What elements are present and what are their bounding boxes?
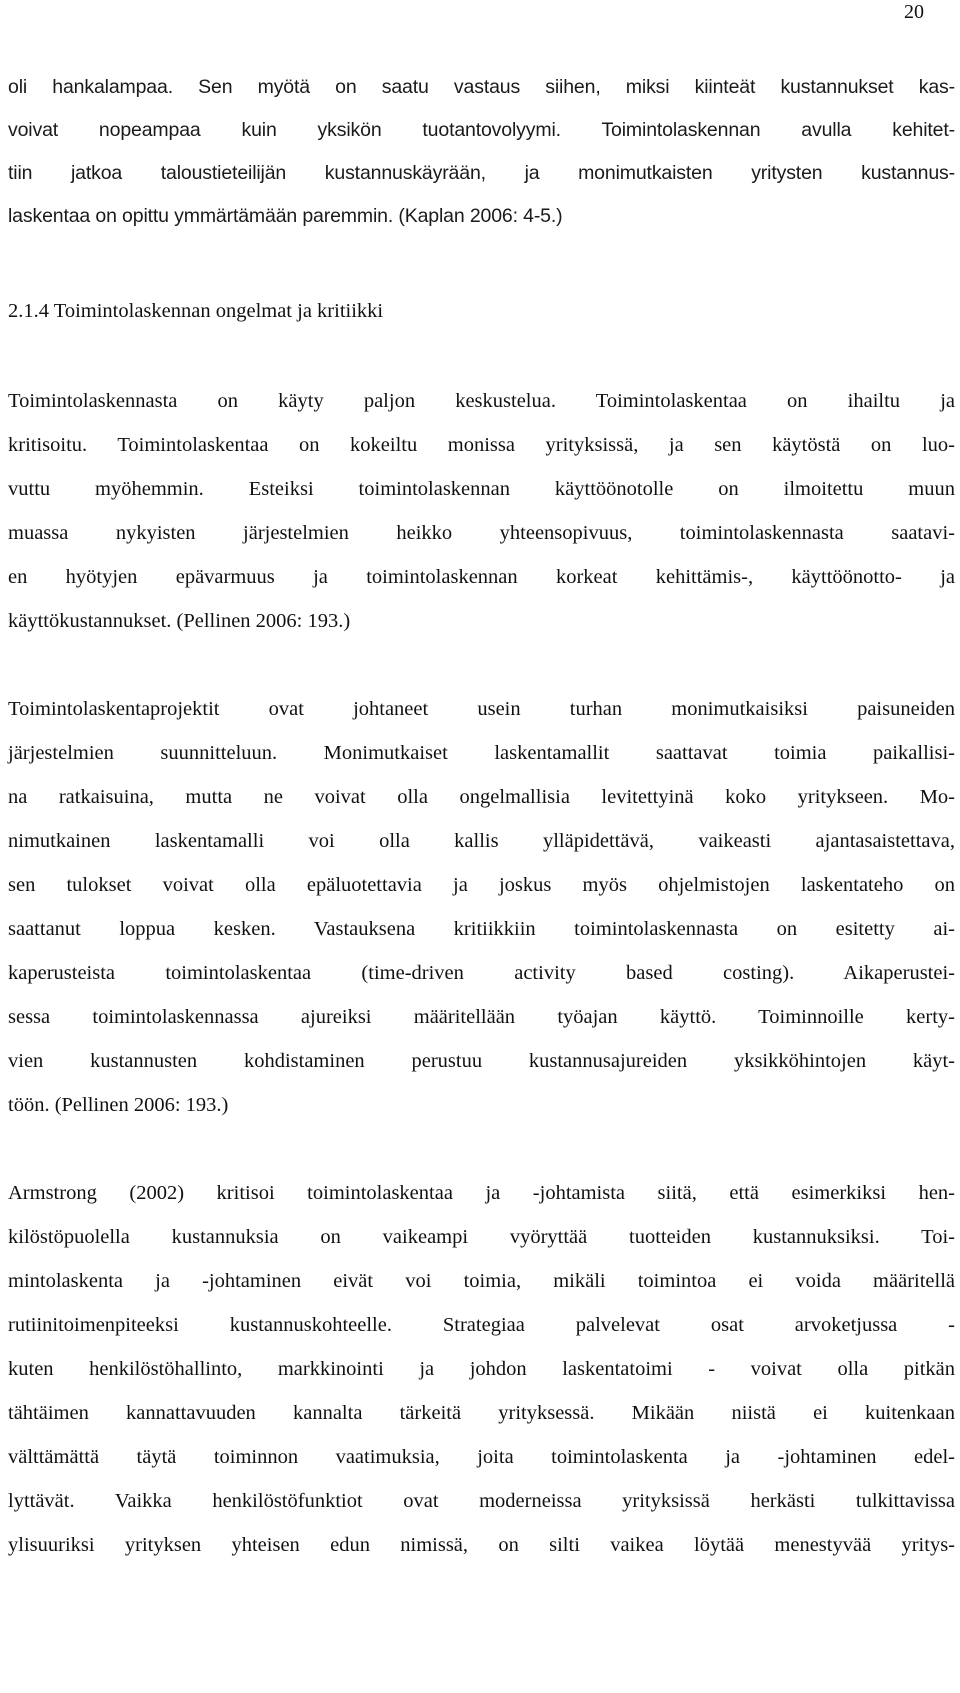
text-line: saattanut loppua kesken. Vastauksena kritiikkiin toimintolaskennasta on esitetty ai- — [8, 918, 955, 940]
text-line: vien kustannusten kohdistaminen perustuu kustannusajureiden yksikköhintojen käyt- — [8, 1050, 955, 1072]
text-line: ylisuuriksi yrityksen yhteisen edun nimissä, on silti vaikea löytää menestyvää yritys- — [8, 1534, 955, 1556]
text-line: sen tulokset voivat olla epäluotettavia ja joskus myös ohjelmistojen laskentateho on — [8, 874, 955, 896]
text-line: Armstrong (2002) kritisoi toimintolaskentaa ja -johtamista siitä, että esimerkiksi hen- — [8, 1182, 955, 1204]
text-line: oli hankalampaa. Sen myötä on saatu vastaus siihen, miksi kiinteät kustannukset kas- — [8, 76, 955, 98]
text-line: sessa toimintolaskennassa ajureiksi määritellään työajan käyttö. Toiminnoille kerty- — [8, 1006, 955, 1028]
text-line: kilöstöpuolella kustannuksia on vaikeampi vyöryttää tuotteiden kustannuksiksi. Toi- — [8, 1226, 955, 1248]
section-heading: 2.1.4 Toimintolaskennan ongelmat ja kritiikki — [8, 300, 384, 322]
text-line: muassa nykyisten järjestelmien heikko yhteensopivuus, toimintolaskennasta saatavi- — [8, 522, 955, 544]
text-line: kuten henkilöstöhallinto, markkinointi ja johdon laskentatoimi - voivat olla pitkän — [8, 1358, 955, 1380]
text-line: mintolaskenta ja -johtaminen eivät voi toimia, mikäli toimintoa ei voida määritellä — [8, 1270, 955, 1292]
text-line: voivat nopeampaa kuin yksikön tuotantovolyymi. Toimintolaskennan avulla kehitet- — [8, 119, 955, 141]
text-line: töön. (Pellinen 2006: 193.) — [8, 1094, 229, 1116]
text-line: käyttökustannukset. (Pellinen 2006: 193.) — [8, 610, 351, 632]
text-line: Toimintolaskentaprojektit ovat johtaneet usein turhan monimutkaisiksi paisuneiden — [8, 698, 955, 720]
text-line: kritisoitu. Toimintolaskentaa on kokeiltu monissa yrityksissä, ja sen käytöstä on luo- — [8, 434, 955, 456]
text-line: en hyötyjen epävarmuus ja toimintolaskennan korkeat kehittämis-, käyttöönotto- ja — [8, 566, 955, 588]
text-line: tiin jatkoa taloustieteilijän kustannuskäyrään, ja monimutkaisten yritysten kustannus- — [8, 162, 955, 184]
text-line: Toimintolaskennasta on käyty paljon keskustelua. Toimintolaskentaa on ihailtu ja — [8, 390, 955, 412]
text-line: rutiinitoimenpiteeksi kustannuskohteelle. Strategiaa palvelevat osat arvoketjussa - — [8, 1314, 955, 1336]
text-line: nimutkainen laskentamalli voi olla kallis ylläpidettävä, vaikeasti ajantasaistettava, — [8, 830, 955, 852]
text-line: laskentaa on opittu ymmärtämään paremmin. (Kaplan 2006: 4-5.) — [8, 205, 563, 227]
text-line: tähtäimen kannattavuuden kannalta tärkeitä yrityksessä. Mikään niistä ei kuitenkaan — [8, 1402, 955, 1424]
text-line: järjestelmien suunnitteluun. Monimutkaiset laskentamallit saattavat toimia paikallisi- — [8, 742, 955, 764]
text-line: lyttävät. Vaikka henkilöstöfunktiot ovat moderneissa yrityksissä herkästi tulkittavissa — [8, 1490, 955, 1512]
text-line: na ratkaisuina, mutta ne voivat olla ongelmallisia levitettyinä koko yritykseen. Mo- — [8, 786, 955, 808]
text-line: välttämättä täytä toiminnon vaatimuksia, joita toimintolaskenta ja -johtaminen edel- — [8, 1446, 955, 1468]
page-number: 20 — [904, 1, 924, 23]
text-line: kaperusteista toimintolaskentaa (time-driven activity based costing). Aikaperustei- — [8, 962, 955, 984]
text-line: vuttu myöhemmin. Esteiksi toimintolaskennan käyttöönotolle on ilmoitettu muun — [8, 478, 955, 500]
